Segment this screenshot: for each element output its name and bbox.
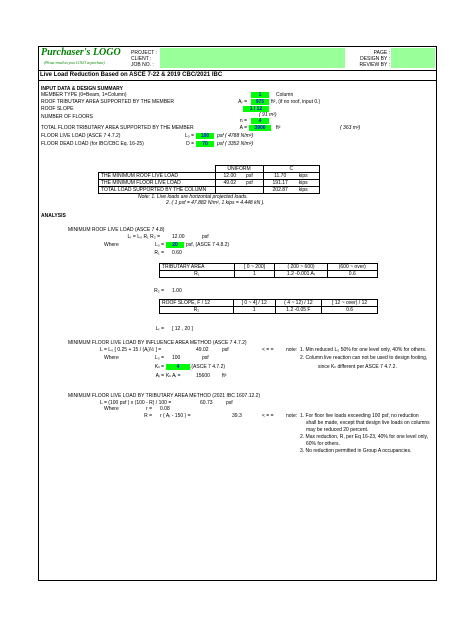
trib-note-1b: shall be made, except that design live loads on columns xyxy=(306,420,430,426)
table-row xyxy=(99,187,320,194)
slope-header: [ 12 ~ over) / 12 xyxy=(322,300,378,307)
kll-unit: ,(ASCE 7 4.7.2) xyxy=(190,364,226,370)
num-floors-sym: n = xyxy=(239,118,247,124)
floor-ll-label: FLOOR LIVE LOAD (ASCE 7 4.7.2) xyxy=(41,133,121,139)
trib-header: ( 200 ~ 600) xyxy=(275,264,327,271)
summary-header-uniform: UNIFORM xyxy=(215,166,263,173)
slope-header: ( 4 ~ 12) / 12 xyxy=(275,300,322,307)
trib-header: (600 ~ over) xyxy=(327,264,377,271)
summary-row-c-unit: kips xyxy=(297,180,320,187)
table-row xyxy=(99,180,320,187)
table-row xyxy=(160,264,378,271)
floor-ll-input[interactable]: 100 xyxy=(196,133,214,139)
roof-area-sym: Aᵣ = xyxy=(238,99,247,105)
summary-row-value: 49.02 xyxy=(215,180,244,187)
floor-area-sym: A = xyxy=(239,125,247,131)
infl-note-1: 1. Min reduced L₀ 50% for one level only, 40% for others. xyxy=(300,347,427,353)
title-divider xyxy=(38,80,437,81)
logo-note: (Please email us your LOGO at purchase) xyxy=(44,61,105,65)
where-label: Where xyxy=(104,242,119,248)
roof-area-unit: ft², (if no roof, input 0.) xyxy=(271,99,321,105)
table-row xyxy=(160,307,378,314)
slope-header: ROOF SLOPE, F / 12 xyxy=(160,300,234,307)
summary-header-row xyxy=(99,166,320,173)
trib-note-1: 1. For floor live loads exceeding 100 psf, no reduction xyxy=(300,413,419,419)
num-floors-input[interactable]: 4 xyxy=(251,118,269,124)
review-label: REVIEW BY : xyxy=(359,62,390,68)
lo2-value: 100 xyxy=(172,355,181,361)
kll-sym: Kₗₗ = xyxy=(154,364,164,370)
ai-sym: Aᵢ = xyxy=(155,373,164,379)
trib-method-title: MINIMUM FLOOR LIVE LOAD BY TRIBUTARY AREA METHOD (2021 IBC 1607.12.2) xyxy=(68,393,261,399)
r-value: 0.08 xyxy=(160,406,170,412)
roof-area-label: ROOF TRIBUTARY AREA SUPPORTED BY THE MEMBER xyxy=(41,99,174,105)
page-label: PAGE : xyxy=(373,50,390,56)
trib-header: TRIBUTARY AREA xyxy=(160,264,235,271)
design-label: DESIGN BY : xyxy=(360,56,390,62)
trib-note-2b: 60% for others. xyxy=(306,441,340,447)
where-label-3: Where xyxy=(104,406,119,412)
slope-header: [ 0 ~ 4] / 12 xyxy=(233,300,275,307)
ai-unit: ft² xyxy=(222,373,227,379)
floor-dl-sym: D = xyxy=(186,141,194,147)
lr-value: 12.00 xyxy=(172,234,185,240)
tributary-area-table xyxy=(159,263,378,278)
lo2-unit: psf xyxy=(202,355,209,361)
floor-dl-label: FLOOR DEAD LOAD (for IBC/CBC Eq. 16-25) xyxy=(41,141,144,147)
job-label: JOB NO. : xyxy=(131,62,154,68)
project-field[interactable] xyxy=(160,48,345,68)
r-sym: r = xyxy=(146,406,152,412)
summary-note-2: 2. ( 1 psf = 47.882 N/m², 1 kips = 4.448 kN ). xyxy=(166,200,265,206)
trib-note-2: 2. Max reduction, R, per Eq 16-23, 40% for one level only, xyxy=(300,434,429,440)
r1-value: 0.60 xyxy=(172,250,182,256)
where-label-2: Where xyxy=(104,355,119,361)
member-type-label: MEMBER TYPE (0=Beam, 1=Column) xyxy=(41,92,127,98)
summary-row-label: TOTAL LOAD SUPPORTED BY THE COLUMN xyxy=(99,187,216,194)
floor-area-metric: ( 363 m²) xyxy=(340,125,361,131)
big-r-equation: r ( Aᵣ - 150 ) = xyxy=(160,413,191,419)
summary-row-unit xyxy=(244,187,263,194)
note-label-1: note: xyxy=(286,347,298,353)
kll-input[interactable]: 4 xyxy=(166,364,190,370)
summary-table xyxy=(98,165,320,194)
lo-sym: L₀ = xyxy=(154,242,164,248)
summary-row-c-unit: kips xyxy=(297,187,320,194)
influence-title: MINIMUM FLOOR LIVE LOAD BY INFLUENCE AREA METHOD (ASCE 7 4.7.2) xyxy=(68,340,247,346)
member-type-input[interactable]: 1 xyxy=(251,92,269,98)
infl-note-2: 2. Column live reaction can not be used to design footing, xyxy=(300,355,428,361)
trib-note-1c: may be reduced 20 percent. xyxy=(306,427,369,433)
summary-row-value: 12.00 xyxy=(215,173,244,180)
client-label: CLIENT : xyxy=(131,56,152,62)
infl-note-3: since Kₗₗ different per ASCE 7 4.7.2. xyxy=(318,364,397,370)
table-row xyxy=(160,271,378,278)
r2-value: 1.00 xyxy=(172,288,182,294)
summary-row-unit: psf xyxy=(244,180,263,187)
l-unit: psf xyxy=(222,347,229,353)
summary-header-blank xyxy=(99,166,216,173)
table-row xyxy=(99,173,320,180)
member-type-text: Column xyxy=(276,92,294,98)
lo-input[interactable]: 20 xyxy=(166,242,184,248)
project-label: PROJECT : xyxy=(131,50,158,56)
l2-equation: L = (100 psf ) x (100 - R) / 100 = xyxy=(100,400,172,406)
slope-cell: 1 xyxy=(233,307,275,314)
trib-cell: 1.2 -0.001 Aᵣ xyxy=(275,271,327,278)
arrow-1: < = = xyxy=(262,347,274,353)
r1-sym: R₁ = xyxy=(154,250,164,256)
num-floors-label: NUMBER OF FLOORS xyxy=(41,114,93,120)
page-title: Live Load Reduction Based on ASCE 7-22 & 2019 CBC/2021 IBC xyxy=(40,72,223,78)
lr-range-sym: Lᵣ = xyxy=(155,326,164,332)
ai-value: 15600 xyxy=(196,373,210,379)
l-value: 49.02 xyxy=(196,347,209,353)
summary-row-c: 191.17 xyxy=(263,180,297,187)
roof-ll-title: MINIMUM ROOF LIVE LOAD (ASCE 7 4.8) xyxy=(68,227,165,233)
page-field[interactable] xyxy=(391,48,435,68)
summary-row-label: THE MINIMUM ROOF LIVE LOAD xyxy=(99,173,216,180)
floor-area-label: TOTAL FLOOR TRIBUTARY AREA SUPPORTED BY THE MEMBER xyxy=(41,125,194,131)
roof-slope-table xyxy=(159,299,378,314)
summary-row-label: THE MINIMUM FLOOR LIVE LOAD xyxy=(99,180,216,187)
summary-note-1: Note: 1. Live loads are horizontal projected loads. xyxy=(138,194,248,200)
floor-area-unit: ft² xyxy=(276,125,281,131)
slope-cell: 0.6 xyxy=(322,307,378,314)
trib-cell: 0.6 xyxy=(327,271,377,278)
input-section-title: INPUT DATA & DESIGN SUMMARY xyxy=(41,86,123,92)
floor-ll-unit: psf ( 4788 N/m²) xyxy=(217,133,254,139)
roof-slope-label: ROOF SLOPE xyxy=(41,106,74,112)
summary-row-c: 202.87 xyxy=(263,187,297,194)
big-r-value: 39.3 xyxy=(232,413,242,419)
lr-range: [ 12 , 20 ] xyxy=(172,326,193,332)
roof-slope-input[interactable]: 1 / 12 xyxy=(243,106,269,112)
arrow-2: < = = xyxy=(262,413,274,419)
floor-ll-sym: L₀ = xyxy=(184,133,194,139)
analysis-title: ANALYSIS xyxy=(41,213,66,219)
purchaser-logo: Purchaser's LOGO xyxy=(41,47,121,58)
lo2-sym: L₀ = xyxy=(154,355,164,361)
floor-dl-input[interactable]: 70 xyxy=(196,141,214,147)
lr-equation: Lᵣ = L₀ R₁ R₂ = xyxy=(127,234,160,240)
l2-value: 60.73 xyxy=(200,400,213,406)
roof-area-metric: ( 91 m²) xyxy=(259,112,277,118)
ai-equation: Kₗₗ Aᵢ = xyxy=(166,373,181,379)
trib-cell: 1 xyxy=(234,271,275,278)
summary-row-c-unit: kips xyxy=(297,173,320,180)
roof-area-input[interactable]: 975 xyxy=(251,99,269,105)
lr-unit: psf xyxy=(202,234,209,240)
slope-cell: R₂ xyxy=(160,307,234,314)
slope-cell: 1.2 -0.05 F xyxy=(275,307,322,314)
summary-header-c: C xyxy=(263,166,319,173)
trib-header: [ 0 ~ 200] xyxy=(234,264,275,271)
floor-dl-unit: psf ( 3352 N/m²) xyxy=(217,141,254,147)
floor-area-input[interactable]: 3900 xyxy=(249,125,271,131)
note-label-2: note: xyxy=(286,413,298,419)
l-equation: L = L₀ [ 0.25 + 15 / (Aᵢ)½ ] = xyxy=(100,347,162,353)
table-row xyxy=(160,300,378,307)
summary-row-unit: psf xyxy=(244,173,263,180)
trib-cell: R₁ xyxy=(160,271,235,278)
summary-row-c: 11.70 xyxy=(263,173,297,180)
big-r-sym: R = xyxy=(144,413,152,419)
summary-row-value xyxy=(215,187,244,194)
trib-note-3: 3. No reduction permitted in Group A occupancies. xyxy=(300,448,412,454)
lo-unit: psf, (ASCE 7 4.8.2) xyxy=(186,242,230,248)
r2-sym: R₂ = xyxy=(154,288,164,294)
l2-unit: psf xyxy=(226,400,233,406)
